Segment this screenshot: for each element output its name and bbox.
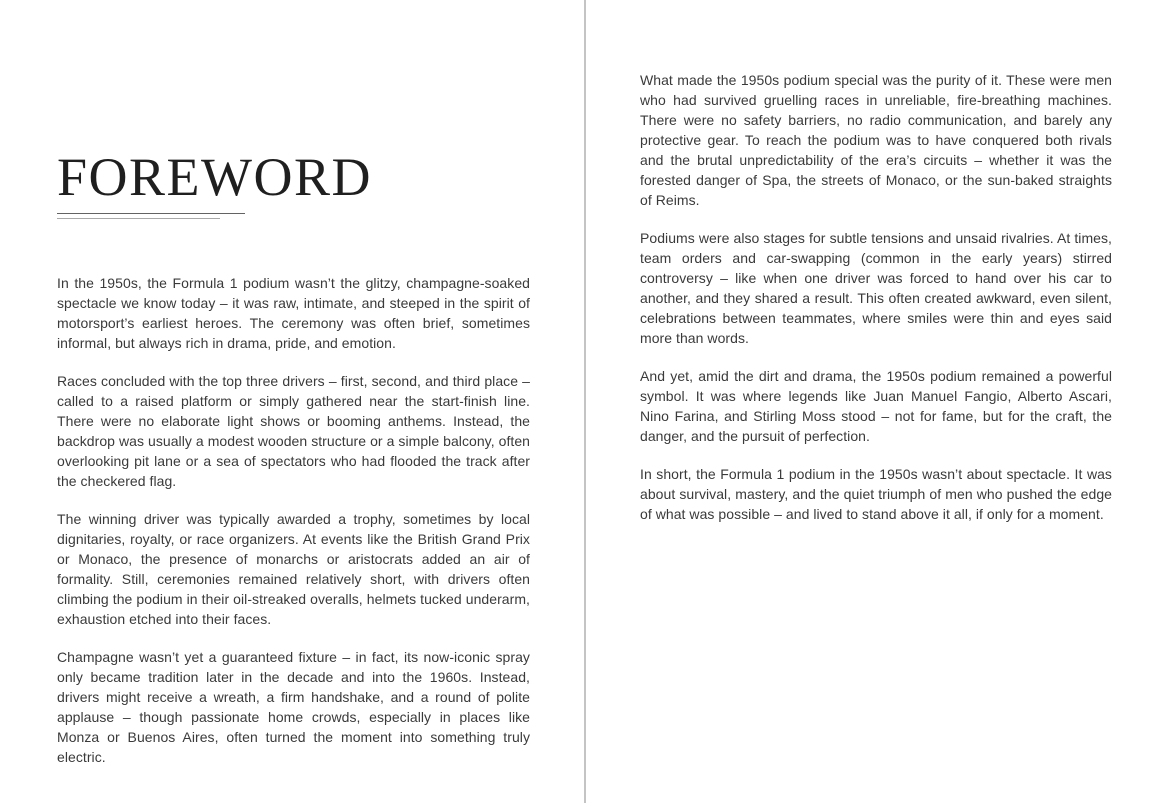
paragraph: Champagne wasn’t yet a guaranteed fixture – in fact, its now-iconic spray only became tradition later in the decade and into the 1960s. Instead, drivers might receive a wreath, a firm handshake, and a round of polite applause – though passionate home crowds, especially in places like Monza or Buenos Aires, often turned the moment into something truly electric. (57, 649, 530, 765)
title-rule-primary (57, 213, 245, 214)
left-page (57, 0, 530, 767)
title-rule-secondary (57, 218, 220, 219)
paragraph: And yet, amid the dirt and drama, the 1950s podium remained a powerful symbol. It was where legends like Juan Manuel Fangio, Alberto Ascari, Nino Farina, and Stirling Moss stood – not for fame, but for the craft, the danger, and the pursuit of perfection. (640, 368, 1112, 444)
paragraph: The winning driver was typically awarded a trophy, sometimes by local dignitaries, royalty, or race organizers. At events like the British Grand Prix or Monaco, the presence of monarchs or aristocrats added an air of formality. Still, ceremonies remained relatively short, with drivers often climbing the podium in their oil-streaked overalls, helmets tucked underarm, exhaustion etched into their faces. (57, 511, 530, 627)
page-title: FOREWORD (57, 147, 373, 207)
chapter-title-block (57, 0, 530, 219)
paragraph: What made the 1950s podium special was the purity of it. These were men who had survived gruelling races in unreliable, fire-breathing machines. There were no safety barriers, no radio communication, and barely any protective gear. To reach the podium was to have conquered both rivals and the brutal unpredictability of the era’s circuits – whether it was the forested danger of Spa, the streets of Monaco, or the sun-baked straights of Reims. (640, 72, 1112, 208)
paragraph: In the 1950s, the Formula 1 podium wasn’t the glitzy, champagne-soaked spectacle we know today – it was raw, intimate, and steeped in the spirit of motorsport’s earliest heroes. The ceremony was often brief, sometimes informal, but always rich in drama, pride, and emotion. (57, 275, 530, 351)
paragraph: In short, the Formula 1 podium in the 1950s wasn’t about spectacle. It was about survival, mastery, and the quiet triumph of men who pushed the edge of what was possible – and lived to stand above it all, if only for a moment. (640, 466, 1112, 522)
page-gutter-divider (584, 0, 586, 803)
paragraph: Races concluded with the top three drivers – first, second, and third place – called to a raised platform or simply gathered near the start-finish line. There were no elaborate light shows or booming anthems. Instead, the backdrop was usually a modest wooden structure or a simple balcony, often overlooking pit lane or a sea of spectators who had flooded the track after the checkered flag. (57, 373, 530, 489)
paragraph: Podiums were also stages for subtle tensions and unsaid rivalries. At times, team orders and car-swapping (common in the early years) stirred controversy – like when one driver was forced to hand over his car to another, and they shared a result. This often created awkward, even silent, celebrations between teammates, where smiles were thin and eyes said more than words. (640, 230, 1112, 346)
right-page (640, 0, 1112, 524)
